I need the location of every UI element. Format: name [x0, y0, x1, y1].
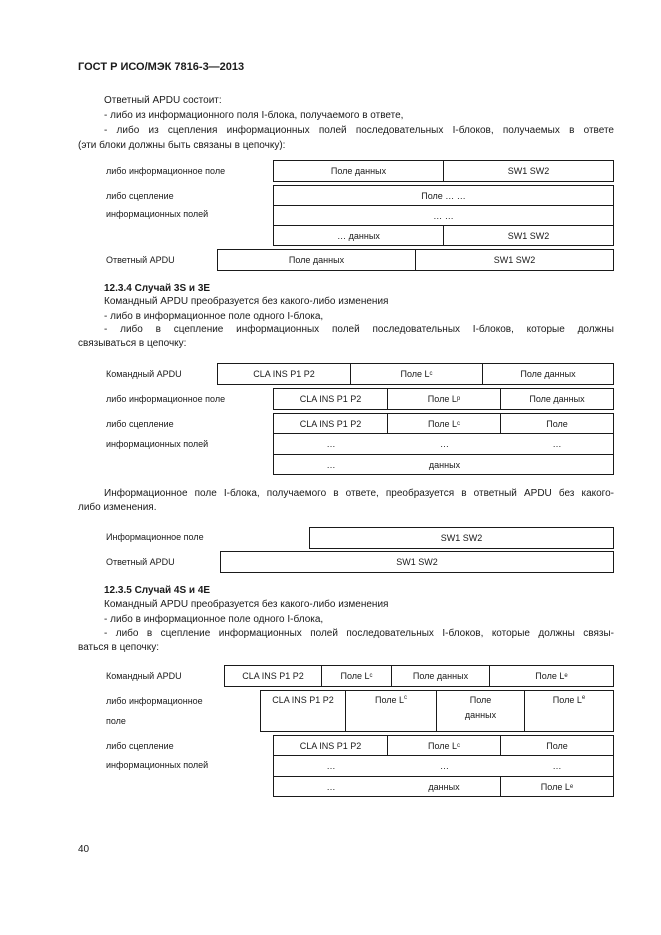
sw-cell: SW1 SW2 — [507, 230, 550, 241]
fig3-chain-label-2: информационных полей — [106, 760, 209, 770]
mid-info-field-label: Информационное поле — [106, 532, 204, 542]
mid-line-1b: либо изменения. — [78, 502, 157, 513]
data-field-cell: Поле данных — [274, 161, 444, 181]
section-heading-12-3-5: 12.3.5 Случай 4S и 4E — [104, 585, 211, 596]
lc-cell: Поле L $^c$ — [346, 691, 437, 731]
fig2-chain-block — [273, 413, 614, 475]
fig1-response-row — [217, 249, 614, 271]
lc-cell: Поле L p — [388, 389, 501, 409]
s1234-line-1: Командный APDU преобразуется без какого-либо изменения — [104, 296, 389, 307]
fig1-chain-row-2 — [274, 206, 613, 226]
fig1-chain-row-1 — [274, 186, 613, 206]
fig1-chain-label-1: либо сцепление — [106, 191, 174, 201]
fig1-chain-block — [273, 185, 614, 246]
fig3-info-field-label-1: либо информационное — [106, 696, 203, 706]
document-header: ГОСТ Р ИСО/МЭК 7816-3—2013 — [78, 61, 245, 73]
fig2-command-label: Командный APDU — [106, 369, 182, 379]
chain-cell: … — [440, 439, 449, 449]
chain-cell: … — [326, 781, 336, 792]
data-field-cell: Поле данных — [392, 666, 490, 686]
lc-cell: Поле L c — [351, 364, 483, 384]
chain-cell: … — [440, 761, 449, 771]
fig3-info-field-label-2: поле — [106, 716, 126, 726]
s1235-line-2: - либо в информационное поле одного I-блока, — [104, 614, 324, 625]
s1234-line-2: - либо в информационное поле одного I-блока, — [104, 311, 324, 322]
data-field-cell: Поле — [546, 418, 568, 429]
fig3-command-row — [224, 665, 614, 687]
chain-cell: Поле … … — [421, 190, 466, 201]
sw-cell: SW1 SW2 — [396, 557, 438, 567]
s1235-line-3b: ваться в цепочку: — [78, 642, 160, 653]
chain-cell: данных — [428, 459, 461, 470]
chain-cell — [501, 455, 613, 474]
mid-info-field-row — [309, 527, 614, 549]
lc-cell: Поле L c — [388, 414, 501, 433]
chain-cell: … — [326, 761, 336, 771]
data-field-cell: Поле данных — [529, 394, 585, 404]
s1235-line-1: Командный APDU преобразуется без какого-либо изменения — [104, 599, 389, 610]
chain-cell: … данных — [274, 226, 444, 245]
fig2-info-field-label: либо информационное поле — [106, 394, 226, 404]
chain-cell: данных — [388, 777, 501, 796]
chain-cell: … — [326, 459, 336, 470]
s1234-line-3b: связываться в цепочку: — [78, 338, 187, 349]
s1234-line-3a: - либо в сцепление информационных полей последовательных I-блоков, которые должны — [104, 324, 614, 335]
mid-response-row — [220, 551, 614, 573]
fig1-info-field-label: либо информационное поле — [106, 166, 226, 176]
intro-line-1: Ответный APDU состоит: — [104, 95, 222, 106]
intro-line-2: - либо из информационного поля I-блока, получаемого в ответе, — [104, 110, 404, 121]
fig2-command-row — [217, 363, 614, 385]
sw-cell: SW1 SW2 — [493, 255, 536, 265]
header-cell: CLA INS P1 P2 — [274, 389, 388, 409]
header-cell: CLA INS P1 P2 — [274, 414, 388, 433]
page-number: 40 — [78, 844, 90, 855]
fig2-chain-label-1: либо сцепление — [106, 419, 174, 429]
fig3-chain-row-3 — [274, 776, 613, 796]
fig1-chain-label-2: информационных полей — [106, 209, 209, 219]
intro-line-3a: - либо из сцепления информационных полей последовательных I-блоков, получаемых в ответе — [104, 125, 614, 136]
le-cell: Поле L e — [540, 781, 574, 792]
fig3-chain-block — [273, 735, 614, 797]
le-cell: Поле L $^e$ — [552, 695, 586, 705]
sw-cell: SW1 SW2 — [440, 533, 483, 543]
fig3-chain-row-2 — [274, 756, 613, 776]
mid-response-label: Ответный APDU — [106, 557, 175, 567]
sw-cell: SW1 SW2 — [507, 166, 550, 176]
intro-line-3b: (эти блоки должны быть связаны в цепочку): — [78, 140, 286, 151]
fig1-response-label: Ответный APDU — [106, 255, 175, 265]
header-cell: CLA INS P1 P2 — [261, 691, 346, 731]
s1235-line-3a: - либо в сцепление информационных полей последовательных I-блоков, которые должны связы- — [104, 628, 614, 639]
fig3-chain-label-1: либо сцепление — [106, 741, 174, 751]
le-cell: Поле L e — [535, 671, 568, 681]
data-field-cell: Поле данных — [437, 691, 525, 731]
section-heading-12-3-4: 12.3.4 Случай 3S и 3E — [104, 283, 211, 294]
header-cell: CLA INS P1 P2 — [218, 364, 351, 384]
fig3-chain-row-1 — [274, 736, 613, 756]
header-cell: CLA INS P1 P2 — [274, 736, 388, 755]
data-field-cell: Поле — [546, 740, 568, 751]
fig1-info-field-row — [273, 160, 614, 182]
fig2-chain-row-2 — [274, 434, 613, 454]
fig3-command-label: Командный APDU — [106, 671, 182, 681]
chain-cell: … — [552, 439, 562, 449]
lc-cell: Поле L c — [322, 666, 392, 686]
chain-cell: … … — [433, 210, 454, 221]
fig2-info-field-row — [273, 388, 614, 410]
data-field-cell: Поле данных — [520, 369, 576, 379]
mid-line-1a: Информационное поле I-блока, получаемого в ответе, преобразуется в ответный APDU без какого- — [104, 488, 614, 499]
header-cell: CLA INS P1 P2 — [225, 666, 322, 686]
fig2-chain-label-2: информационных полей — [106, 439, 209, 449]
fig3-info-field-row — [260, 690, 614, 732]
fig2-chain-row-3 — [274, 454, 613, 474]
data-field-cell: Поле данных — [218, 250, 416, 270]
fig1-chain-row-3 — [274, 226, 613, 245]
chain-cell: … — [552, 761, 562, 771]
fig2-chain-row-1 — [274, 414, 613, 434]
chain-cell: … — [326, 439, 336, 449]
lc-cell: Поле L c — [388, 736, 501, 755]
